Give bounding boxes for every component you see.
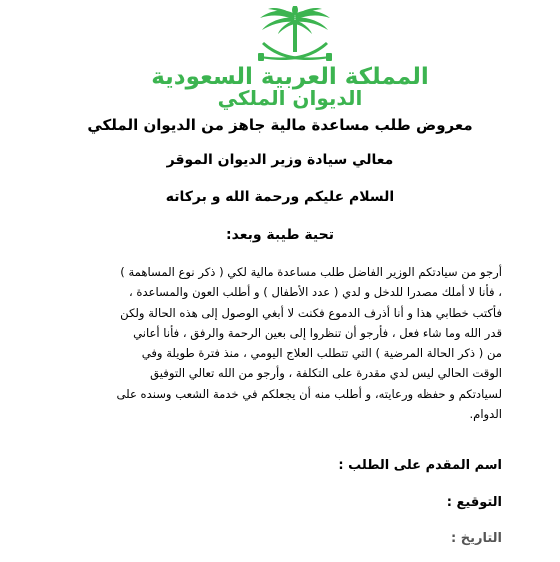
body-line: الدوام. [469,407,502,422]
greeting: السلام عليكم ورحمة الله و بركاته [165,189,395,205]
opening: تحية طيبة وبعد: [226,227,334,243]
organization-name: المملكة العربية السعودية [151,64,429,90]
signature-label: التوقيع : [446,495,502,510]
body-line: لسيادتكم و حفظه ورعايته، و أطلب منه أن يجعلكم في خدمة الشعب وسنده على [116,386,502,401]
department-name: الديوان الملكي [217,86,363,110]
body-line: ، فأنا لا أملك مصدرا للدخل و لدي ( عدد الأطفال ) و أطلب العون والمساعدة ، [128,285,502,300]
applicant-name-label: اسم المقدم على الطلب : [338,458,502,473]
body-line: فأكتب خطابي هذا و أنا أذرف الدموع فكنت لا أبغي الوصول إلى هذه الحالة ولكن [120,305,502,320]
body-line: من ( ذكر الحالة المرضية ) التي تتطلب العلاج اليومي ، منذ فترة طويلة وفي [141,346,502,361]
letter-title: معروض طلب مساعدة مالية جاهز من الديوان الملكي [87,116,473,134]
letter-body [42,262,502,424]
body-line: الوقت الحالي ليس لدي مقدرة على التكلفة ، وأرجو من الله تعالي التوفيق [150,366,502,381]
date-label: التاريخ : [451,531,502,546]
body-line: أرجو من سيادتكم الوزير الفاضل طلب مساعدة مالية لكي ( ذكر نوع المساهمة ) [120,265,502,279]
salutation: معالي سيادة وزير الديوان الموقر [166,152,394,168]
body-line: قدر الله وما شاء فعل ، فأرجو أن تنظروا إلى بعين الرحمة والرفق ، فأنا أعاني [133,325,502,340]
royal-court-logo [80,6,500,110]
